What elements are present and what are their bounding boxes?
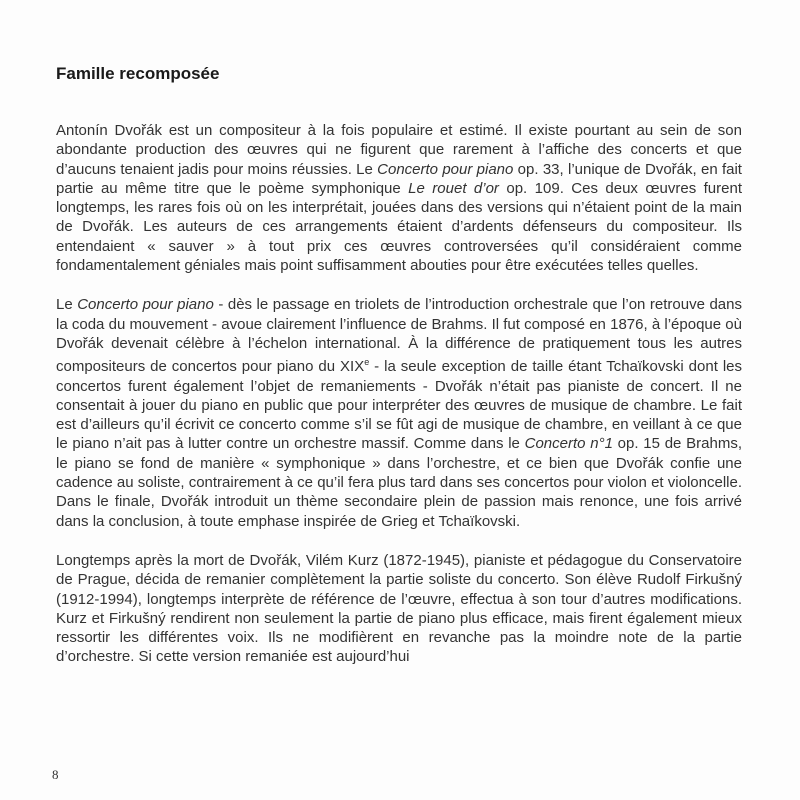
page-number: 8 — [52, 767, 59, 782]
paragraph-2 — [56, 295, 742, 531]
body-text — [56, 121, 742, 687]
italic-title: Concerto pour piano — [377, 160, 514, 178]
section-title: Famille recomposée — [56, 64, 220, 83]
text-run: Antonín Dvořák est un compositeur à la fois populaire et estimé. Il existe pourtant au sein de son abondante production des œuvres qui ne figurent que rarement à l’affiche des concerts et que d’aucuns tenaient jadis pour moins réussies. Le — [56, 122, 742, 178]
paragraph-1 — [56, 121, 742, 275]
text-run: - la seule exception de taille étant Tchaïkovski dont les concertos furent également l’objet de remaniements - Dvořák n’était pas pianiste de concert. Il ne consentait à jouer du piano en public que pour interpréter des œuvres de musique de chambre. Le fait est d’ailleurs qu’il écrivit ce concerto comme s’il se fût agi de musique de chambre, en veillant à ce que le piano n’ait pas à lutter contre un orchestre massif. Comme dans le — [56, 358, 743, 453]
text-run: - dès le passage en triolets de l’introduction orchestrale que l’on retrouve dans la coda du mouvement - avoue clairement l’influence de Brahms. Il fut composé en 1876, à l’époque où Dvořák devenait célèbre à l’échelon international. À la différence de pratiquement tous les autres compositeurs de concertos pour piano du XIX — [56, 296, 742, 376]
paragraph-3 — [56, 551, 742, 667]
superscript: e — [364, 357, 370, 368]
text-run: op. 109. Ces deux œuvres furent longtemps, les rares fois où on les interprétait, jouées dans des versions qui n’étaient point de la main de Dvořák. Les auteurs de ces arrangements étaient d’ardents défenseurs du compositeur. Ils entendaient « sauver » à tout prix ces œuvres controversées qu’il considéraient comme fondamentalement géniales mais point suffisamment abouties pour être exécutées telles quelles. — [56, 179, 742, 275]
italic-title: Concerto pour piano — [77, 296, 214, 314]
text-run: op. 33, l’unique de Dvořák, en fait partie au même titre que le poème symphonique — [56, 160, 742, 197]
text-run: op. 15 de Brahms, le piano se fond de manière « symphonique » dans l’orchestre, et ce bien que Dvořák confie une cadence au soliste, contrairement à ce qu’il fera plus tard dans ses concertos pour violon et violoncelle. Dans le finale, Dvořák introduit un thème secondaire plein de passion mais renonce, une fois arrivé dans la conclusion, à toute emphase inspirée de Grieg et Tchaïkovski. — [56, 435, 742, 530]
italic-title: Le rouet d’or — [408, 179, 499, 197]
text-run: Longtemps après la mort de Dvořák, Vilém Kurz (1872-1945), pianiste et pédagogue du Conservatoire de Prague, décida de remanier complètement la partie soliste du concerto. Son élève Rudolf Firkušný (1912-1994), longtemps interprète de référence de l’œuvre, effectua à son tour d’autres modifications. Kurz et Firkušný rendirent non seulement la partie de piano plus efficace, mais firent également mieux ressortir les différentes voix. Ils ne modifièrent en revanche pas la moindre note de la partie d’orchestre. Si cette version remaniée est aujourd’hui — [56, 551, 742, 666]
italic-title: Concerto n°1 — [524, 435, 613, 453]
text-run: Le — [56, 296, 78, 314]
